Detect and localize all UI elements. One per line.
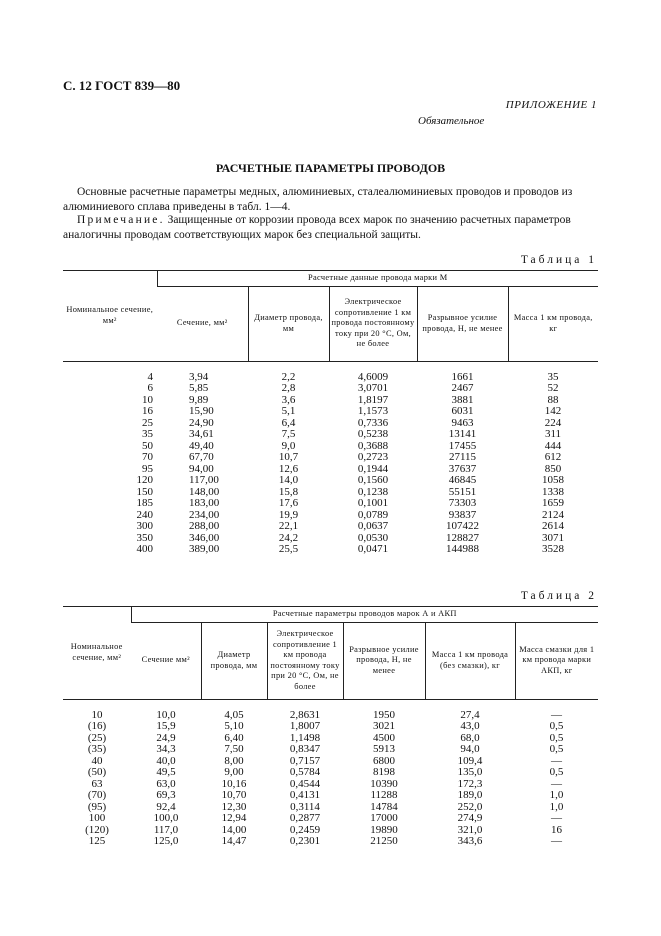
table-cell: 3,6 bbox=[281, 393, 296, 406]
table-cell: 22,1 bbox=[278, 520, 299, 532]
table-cell: 12,94 bbox=[221, 812, 247, 824]
table-cell: 8,00 bbox=[224, 754, 244, 767]
table-cell: 68,0 bbox=[460, 731, 480, 744]
table-cell: 3881 bbox=[451, 393, 474, 406]
table-cell: 0,2459 bbox=[289, 823, 321, 836]
table-cell: — bbox=[551, 708, 563, 721]
table-cell: 14784 bbox=[370, 800, 398, 813]
table1-header-section: Сечение, мм² bbox=[157, 286, 248, 361]
table-cell: 0,5238 bbox=[357, 428, 389, 440]
table-cell: 0,0471 bbox=[357, 543, 389, 555]
table-cell: 0,5 bbox=[549, 720, 564, 732]
table-cell: 0,1238 bbox=[357, 485, 389, 498]
table-cell: 5,10 bbox=[224, 720, 244, 732]
table-cell: 0,4544 bbox=[289, 777, 321, 790]
document-title: РАСЧЕТНЫЕ ПАРАМЕТРЫ ПРОВОДОВ bbox=[215, 161, 446, 175]
table-cell: 95 bbox=[142, 462, 153, 475]
table-cell: 5,85 bbox=[189, 382, 209, 394]
table-cell: 125 bbox=[88, 835, 106, 847]
table-row bbox=[63, 452, 598, 464]
table-row bbox=[63, 429, 598, 441]
table-row bbox=[63, 790, 598, 802]
table-cell: 6031 bbox=[451, 405, 474, 417]
table-cell: 14,47 bbox=[221, 835, 247, 847]
table-cell: 13141 bbox=[448, 428, 477, 440]
table-cell: 2614 bbox=[542, 520, 565, 532]
table-cell: 1,0 bbox=[549, 800, 564, 813]
table-cell: 135,0 bbox=[457, 766, 483, 778]
table-cell: 1,8007 bbox=[289, 720, 321, 732]
table-cell: 34,61 bbox=[189, 428, 214, 440]
table-cell: 321,0 bbox=[457, 823, 483, 836]
table-cell: 7,50 bbox=[224, 743, 244, 755]
table-cell: 70 bbox=[142, 451, 153, 463]
table-cell: 55151 bbox=[448, 485, 477, 498]
table-cell: 0,8347 bbox=[289, 743, 321, 755]
table-cell: 0,2723 bbox=[357, 451, 389, 463]
table-cell: 9,00 bbox=[224, 766, 244, 778]
table2-header-diameter: Диаметр провода, мм bbox=[201, 622, 267, 699]
table-cell: 343,6 bbox=[457, 835, 483, 847]
table-cell: 46845 bbox=[448, 474, 477, 486]
table-cell: 252,0 bbox=[457, 800, 483, 813]
table-row bbox=[63, 825, 598, 837]
table2-header-resistance: Электрическое сопротивление 1 км провода постоянному току при 20 °С, Ом, не более bbox=[267, 622, 343, 699]
table-cell: — bbox=[551, 812, 563, 824]
table-cell: 148,00 bbox=[189, 485, 220, 498]
table-cell: 10,0 bbox=[156, 708, 176, 721]
table-cell: 21250 bbox=[370, 835, 398, 847]
table-cell: 6800 bbox=[373, 754, 395, 767]
table-cell: 0,1001 bbox=[357, 497, 389, 509]
table-row bbox=[63, 721, 598, 733]
table-cell: 0,3688 bbox=[357, 439, 389, 452]
table-cell: 400 bbox=[136, 543, 153, 555]
table-cell: 10390 bbox=[370, 777, 398, 790]
table-cell: 150 bbox=[136, 485, 153, 498]
table-cell: 25,5 bbox=[278, 543, 299, 555]
table1 bbox=[63, 270, 598, 556]
table-cell: 35 bbox=[547, 370, 559, 383]
table-cell: 1,8197 bbox=[357, 393, 389, 406]
table-cell: 6,4 bbox=[281, 416, 296, 429]
table-cell: 0,7336 bbox=[357, 416, 389, 429]
table-cell: 43,0 bbox=[460, 720, 480, 732]
table-cell: 350 bbox=[136, 531, 153, 544]
table-cell: 24,90 bbox=[189, 416, 214, 429]
table-cell: 7,5 bbox=[281, 428, 296, 440]
table1-body bbox=[63, 361, 598, 556]
table2-header-grease-mass: Масса смазки для 1 км провода марки АКП, кг bbox=[515, 622, 598, 699]
table-cell: 67,70 bbox=[189, 451, 214, 463]
table-cell: 12,30 bbox=[221, 800, 247, 813]
table-row bbox=[63, 699, 598, 721]
table-cell: 0,1560 bbox=[357, 474, 389, 486]
table-row bbox=[63, 767, 598, 779]
table-cell: 1661 bbox=[451, 370, 474, 383]
table-cell: 117,00 bbox=[189, 474, 219, 486]
table-cell: 612 bbox=[544, 451, 562, 463]
table-row bbox=[63, 544, 598, 556]
table-row bbox=[63, 406, 598, 418]
table-cell: (95) bbox=[87, 800, 107, 813]
table-cell: 128827 bbox=[446, 531, 479, 544]
table-cell: 27115 bbox=[448, 451, 477, 463]
table-cell: 850 bbox=[544, 462, 562, 475]
table-cell: 50 bbox=[142, 439, 153, 452]
table-cell: 5913 bbox=[373, 743, 395, 755]
table-cell: 49,40 bbox=[189, 439, 214, 452]
table1-header-group: Расчетные данные провода марки М bbox=[157, 271, 598, 287]
table-row bbox=[63, 383, 598, 395]
table-cell: 1,1498 bbox=[289, 731, 321, 744]
table-cell: 2,8631 bbox=[289, 708, 321, 721]
note-text: Защищенные от коррозии провода всех марок по значению расчетных параметров аналогичны проводам соответствующих марок без специальной защиты. bbox=[63, 214, 571, 241]
table-cell: 1,0 bbox=[549, 789, 564, 801]
table-cell: 1058 bbox=[542, 474, 565, 486]
table-cell: 0,5784 bbox=[289, 766, 321, 778]
table-cell: 63,0 bbox=[156, 777, 176, 790]
table2-caption: Таблица 2 bbox=[520, 590, 597, 602]
table-cell: 24,2 bbox=[278, 531, 299, 544]
table-row bbox=[63, 361, 598, 383]
table-cell: 15,9 bbox=[156, 720, 176, 732]
table-cell: 9463 bbox=[451, 416, 474, 429]
table-cell: — bbox=[551, 754, 563, 767]
table-cell: 107422 bbox=[446, 520, 479, 532]
table-cell: 35 bbox=[142, 428, 153, 440]
intro-paragraph: Основные расчетные параметры медных, алюминиевых, сталеалюминиевых проводов и проводов из алюминиевого сплава приведены в табл. 1—4. bbox=[63, 186, 573, 213]
table-cell: 34,3 bbox=[156, 743, 176, 755]
table-row bbox=[63, 813, 598, 825]
table-cell: 0,1944 bbox=[357, 462, 389, 475]
table-cell: 27,4 bbox=[460, 708, 480, 721]
table-cell: 16 bbox=[551, 823, 563, 836]
table-cell: 73303 bbox=[448, 497, 477, 509]
table-cell: 5,1 bbox=[281, 405, 296, 417]
table2-body bbox=[63, 699, 598, 848]
table-cell: 2,8 bbox=[281, 382, 296, 394]
table-row bbox=[63, 756, 598, 768]
table-row bbox=[63, 744, 598, 756]
table-cell: 6 bbox=[147, 382, 153, 394]
table-cell: 172,3 bbox=[457, 777, 483, 790]
table-cell: 2,2 bbox=[281, 370, 296, 383]
table-cell: 0,0789 bbox=[357, 508, 389, 521]
table-cell: 10,16 bbox=[221, 777, 247, 790]
table-cell: 389,00 bbox=[189, 543, 220, 555]
table-cell: 17000 bbox=[370, 812, 398, 824]
table-cell: 100,0 bbox=[153, 812, 179, 824]
table-cell: 2467 bbox=[451, 382, 474, 394]
table-cell: 9,89 bbox=[189, 393, 209, 406]
table-row bbox=[63, 836, 598, 848]
table-cell: (35) bbox=[87, 743, 107, 755]
table2-header-breaking-force: Разрывное усилие провода, Н, не менее bbox=[343, 622, 425, 699]
table-cell: 16 bbox=[142, 405, 153, 417]
table-cell: 69,3 bbox=[156, 789, 176, 801]
note-paragraph bbox=[63, 213, 598, 243]
table-cell: 100 bbox=[88, 812, 106, 824]
table-cell: 11288 bbox=[370, 789, 398, 801]
table-row bbox=[63, 475, 598, 487]
table1-header-nominal: Номинальное сечение, мм² bbox=[63, 271, 157, 362]
table-cell: 3528 bbox=[542, 543, 565, 555]
table-cell: 117,0 bbox=[153, 823, 179, 836]
table-cell: 4,05 bbox=[224, 708, 244, 721]
table-cell: 14,00 bbox=[221, 823, 247, 836]
table-cell: 94,00 bbox=[189, 462, 214, 475]
table-cell: 0,4131 bbox=[289, 789, 321, 801]
page-reference: С. 12 ГОСТ 839—80 bbox=[63, 78, 181, 93]
table-cell: 8198 bbox=[373, 766, 395, 778]
table-cell: 0,0530 bbox=[357, 531, 389, 544]
appendix-status: Обязательное bbox=[418, 115, 485, 127]
table-cell: (50) bbox=[87, 766, 107, 778]
table-cell: 14,0 bbox=[278, 474, 299, 486]
table-row bbox=[63, 498, 598, 510]
table-cell: 144988 bbox=[446, 543, 479, 555]
table-cell: 6,40 bbox=[224, 731, 244, 744]
table-cell: 40,0 bbox=[156, 754, 176, 767]
table2-header-mass: Масса 1 км провода (без смазки), кг bbox=[425, 622, 515, 699]
table-cell: 0,5 bbox=[549, 766, 564, 778]
table-cell: 185 bbox=[136, 497, 153, 509]
table2-header-group: Расчетные параметры проводов марок А и АКП bbox=[131, 607, 598, 623]
table-cell: 3,0701 bbox=[357, 382, 389, 394]
table2-header-nominal: Номинальное сечение, мм² bbox=[63, 607, 131, 700]
appendix-label: ПРИЛОЖЕНИЕ 1 bbox=[505, 99, 597, 111]
table-cell: 1,1573 bbox=[357, 405, 389, 417]
table1-header-mass: Масса 1 км провода, кг bbox=[508, 286, 598, 361]
table-cell: 63 bbox=[91, 777, 103, 790]
table-cell: 10 bbox=[91, 708, 103, 721]
table-cell: 311 bbox=[544, 428, 562, 440]
table-cell: 4500 bbox=[373, 731, 395, 744]
table-cell: 1659 bbox=[542, 497, 565, 509]
table-cell: 92,4 bbox=[156, 800, 176, 813]
table-cell: 17,6 bbox=[278, 497, 299, 509]
table-cell: 240 bbox=[136, 508, 153, 521]
table-cell: (25) bbox=[87, 731, 107, 744]
table-cell: 120 bbox=[136, 474, 153, 486]
table-row bbox=[63, 802, 598, 814]
table-cell: 1338 bbox=[542, 485, 565, 498]
table-cell: 125,0 bbox=[153, 835, 179, 847]
table-cell: 52 bbox=[547, 382, 559, 394]
table-cell: 142 bbox=[544, 405, 562, 417]
table-cell: 288,00 bbox=[189, 520, 220, 532]
table-cell: 25 bbox=[142, 416, 153, 429]
table-cell: 0,2877 bbox=[289, 812, 321, 824]
table-cell: 0,7157 bbox=[289, 754, 321, 767]
table-cell: 4,6009 bbox=[357, 370, 389, 383]
table-cell: — bbox=[551, 835, 563, 847]
table2 bbox=[63, 606, 598, 848]
table-cell: 0,2301 bbox=[289, 835, 321, 847]
table-row bbox=[63, 521, 598, 533]
table-cell: 189,0 bbox=[457, 789, 483, 801]
table-cell: 224 bbox=[544, 416, 562, 429]
table-cell: 49,5 bbox=[156, 766, 176, 778]
table-cell: 40 bbox=[91, 754, 103, 767]
table-cell: 3071 bbox=[542, 531, 565, 544]
table-cell: 300 bbox=[136, 520, 153, 532]
table1-caption: Таблица 1 bbox=[520, 254, 597, 266]
table-cell: 93837 bbox=[448, 508, 477, 521]
table-cell: 0,3114 bbox=[290, 800, 320, 813]
table-cell: 19890 bbox=[370, 823, 398, 836]
table1-header-resistance: Электрическое сопротивление 1 км провода постоянному току при 20 °С, Ом, не более bbox=[329, 286, 417, 361]
table-cell: 274,9 bbox=[457, 812, 483, 824]
note-label: Примечание. bbox=[77, 214, 165, 226]
table-cell: — bbox=[551, 777, 563, 790]
table-cell: 444 bbox=[544, 439, 562, 452]
table-cell: 3,94 bbox=[189, 370, 209, 383]
table-cell: 15,8 bbox=[278, 485, 299, 498]
table1-header-diameter: Диаметр провода, мм bbox=[248, 286, 329, 361]
table-cell: 3021 bbox=[373, 720, 395, 732]
table-row bbox=[63, 733, 598, 745]
table-cell: 346,00 bbox=[189, 531, 220, 544]
table-cell: 4 bbox=[147, 370, 153, 383]
table-row bbox=[63, 779, 598, 791]
table2-header-section: Сечение мм² bbox=[131, 622, 201, 699]
table-cell: 234,00 bbox=[189, 508, 220, 521]
table-cell: 10,70 bbox=[221, 789, 247, 801]
table-cell: 109,4 bbox=[457, 754, 483, 767]
table-cell: (16) bbox=[87, 720, 107, 732]
table-cell: 94,0 bbox=[460, 743, 480, 755]
table-cell: 24,9 bbox=[156, 731, 176, 744]
table-cell: 88 bbox=[547, 393, 559, 406]
table-cell: 17455 bbox=[448, 439, 477, 452]
table-cell: 0,5 bbox=[549, 731, 564, 744]
table-cell: 10,7 bbox=[278, 451, 299, 463]
table-cell: (70) bbox=[87, 789, 107, 801]
table-cell: 12,6 bbox=[278, 462, 299, 475]
table-cell: 2124 bbox=[542, 508, 565, 521]
table-cell: 0,0637 bbox=[357, 520, 389, 532]
table1-header-breaking-force: Разрывное усилие провода, Н, не менее bbox=[417, 286, 508, 361]
table-cell: 9,0 bbox=[281, 439, 296, 452]
table-cell: (120) bbox=[85, 823, 109, 836]
table-cell: 37637 bbox=[448, 462, 477, 475]
table-cell: 1950 bbox=[373, 708, 395, 721]
table-cell: 15,90 bbox=[189, 405, 214, 417]
table-cell: 183,00 bbox=[189, 497, 220, 509]
table-cell: 10 bbox=[142, 393, 153, 406]
table-cell: 0,5 bbox=[549, 743, 564, 755]
table-cell: 19,9 bbox=[278, 508, 299, 521]
